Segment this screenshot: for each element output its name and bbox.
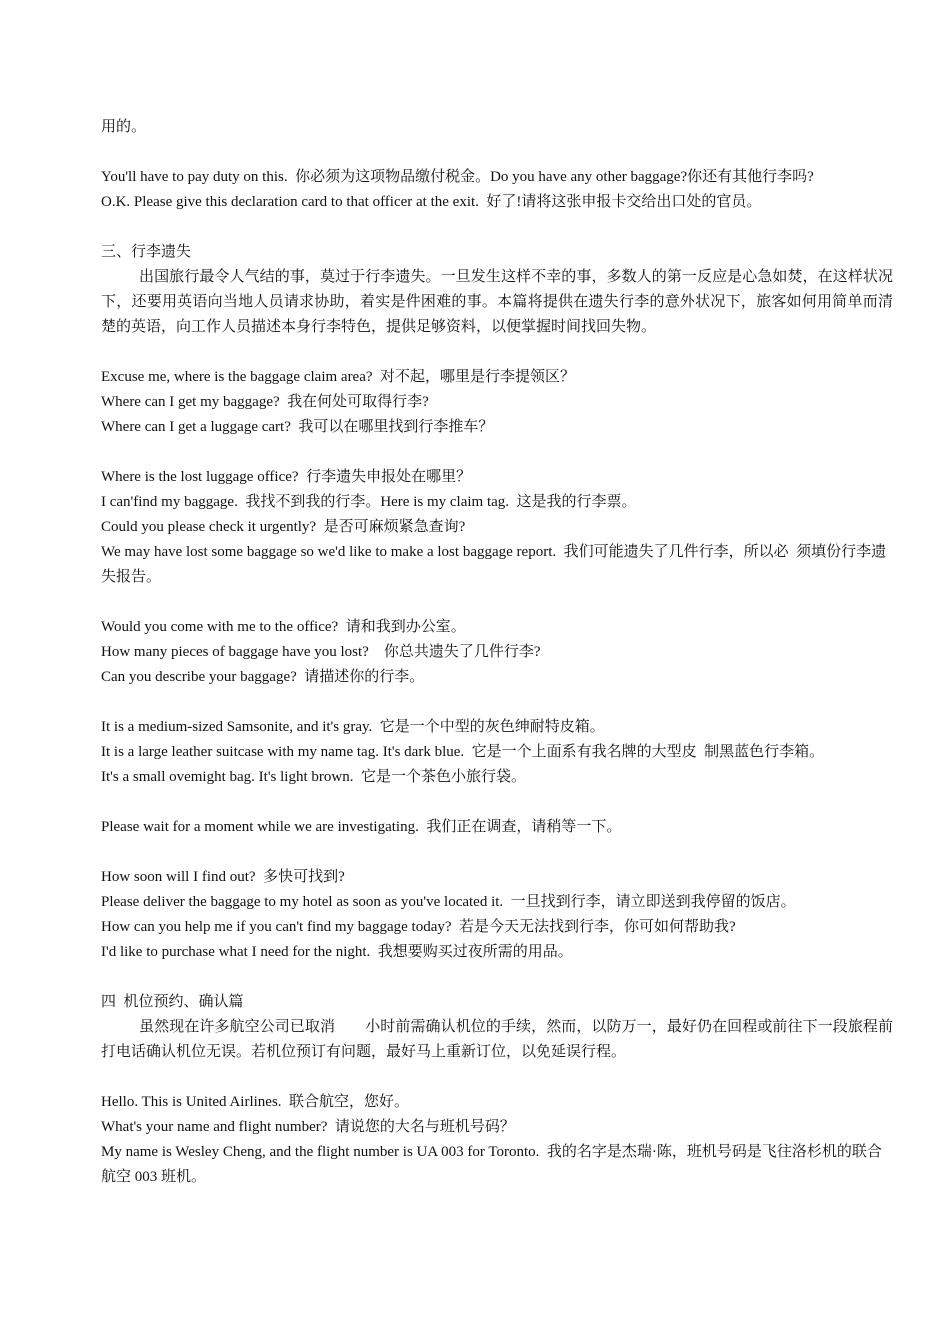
phrase-line: Could you please check it urgently? 是否可麻烦紧急查询? bbox=[101, 519, 466, 535]
phrase-line: I'd like to purchase what I need for the night. 我想要购买过夜所需的用品。 bbox=[101, 944, 573, 960]
spacer bbox=[101, 1065, 893, 1090]
spacer bbox=[101, 590, 893, 615]
phrase-line: How many pieces of baggage have you lost? 你总共遗失了几件行李? bbox=[101, 644, 541, 660]
phrase-line: Excuse me, where is the baggage claim area? 对不起，哪里是行李提领区？ bbox=[101, 369, 576, 385]
phrase-line: Please deliver the baggage to my hotel as soon as you've located it. 一旦找到行李，请立即送到我停留的饭店。 bbox=[101, 894, 796, 910]
phrase-line: It is a large leather suitcase with my name tag. It's dark blue. 它是一个上面系有我名牌的大型皮 制黑蓝色行李箱。 bbox=[101, 744, 825, 760]
section-heading: 三、行李遗失 bbox=[101, 244, 192, 260]
phrase-line: It is a medium-sized Samsonite, and it's gray. 它是一个中型的灰色绅耐特皮箱。 bbox=[101, 719, 605, 735]
spacer bbox=[101, 140, 893, 165]
spacer bbox=[101, 215, 893, 240]
phrase-line: I can'find my baggage. 我找不到我的行李。Here is my claim tag. 这是我的行李票。 bbox=[101, 494, 637, 510]
section-paragraph: 虽然现在许多航空公司已取消 小时前需确认机位的手续，然而，以防万一，最好仍在回程或前往下一段旅程前打电话确认机位无误。若机位预订有问题，最好马上重新订位，以免延误行程。 bbox=[101, 1019, 893, 1060]
customs-line: O.K. Please give this declaration card to that officer at the exit. 好了!请将这张申报卡交给出口处的官员。 bbox=[101, 194, 762, 210]
spacer bbox=[101, 840, 893, 865]
phrase-line: It's a small ovemight bag. It's light brown. 它是一个茶色小旅行袋。 bbox=[101, 769, 526, 785]
spacer bbox=[101, 440, 893, 465]
spacer bbox=[101, 690, 893, 715]
phrase-line: Would you come with me to the office? 请和我到办公室。 bbox=[101, 619, 466, 635]
document-body bbox=[101, 115, 893, 1190]
phrase-line: Where can I get my baggage? 我在何处可取得行李? bbox=[101, 394, 429, 410]
phrase-line: Where is the lost luggage office? 行李遗失申报处在哪里？ bbox=[101, 469, 472, 485]
phrase-line: How can you help me if you can't find my baggage today? 若是今天无法找到行李，你可如何帮助我? bbox=[101, 919, 736, 935]
phrase-line: Can you describe your baggage? 请描述你的行李。 bbox=[101, 669, 425, 685]
phrase-line: Please wait for a moment while we are investigating. 我们正在调查，请稍等一下。 bbox=[101, 819, 622, 835]
customs-line: You'll have to pay duty on this. 你必须为这项物品缴付税金。Do you have any other baggage?你还有其他行李吗? bbox=[101, 169, 814, 185]
phrase-line: What's your name and flight number? 请说您的大名与班机号码？ bbox=[101, 1119, 515, 1135]
section-heading: 四 机位预约、确认篇 bbox=[101, 994, 244, 1010]
phrase-line: We may have lost some baggage so we'd like to make a lost baggage report. 我们可能遗失了几件行李，所以必 须填份行李遗失报告。 bbox=[101, 544, 887, 585]
phrase-line: Where can I get a luggage cart? 我可以在哪里找到行李推车？ bbox=[101, 419, 494, 435]
spacer bbox=[101, 965, 893, 990]
spacer bbox=[101, 340, 893, 365]
intro-tail-text: 用的。 bbox=[101, 119, 147, 135]
section-paragraph: 出国旅行最令人气结的事，莫过于行李遗失。一旦发生这样不幸的事，多数人的第一反应是心急如焚，在这样状况下，还要用英语向当地人员请求协助，着实是件困难的事。本篇将提供在遗失行李的意外状况下，旅客如何用简单而清楚的英语，向工作人员描述本身行李特色，提供足够资料，以便掌握时间找回失物。 bbox=[101, 269, 893, 335]
phrase-line: My name is Wesley Cheng, and the flight number is UA 003 for Toronto. 我的名字是杰瑞·陈，班机号码是飞往洛杉机的联合航空 003 班机。 bbox=[101, 1144, 882, 1185]
spacer bbox=[101, 790, 893, 815]
phrase-line: How soon will I find out? 多快可找到? bbox=[101, 869, 345, 885]
phrase-line: Hello. This is United Airlines. 联合航空，您好。 bbox=[101, 1094, 410, 1110]
